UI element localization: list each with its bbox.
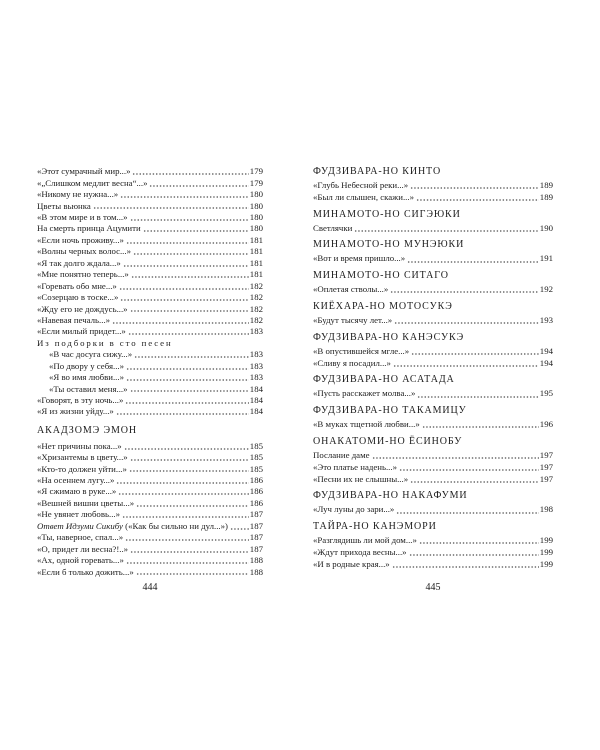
author-heading: КИЁХАРА-НО МОТОСУКЭ xyxy=(313,300,453,312)
toc-entry xyxy=(313,450,553,462)
toc-entry xyxy=(313,223,553,235)
toc-entry xyxy=(37,201,263,212)
dot-leader xyxy=(416,199,539,201)
entry-page-number: 186 xyxy=(249,486,263,497)
dot-leader xyxy=(125,539,249,541)
entry-title: «В этом мире и в том...» xyxy=(37,212,128,223)
entry-page-number: 191 xyxy=(539,253,553,264)
entry-page-number: 194 xyxy=(539,345,553,356)
entry-page-number: 183 xyxy=(249,360,263,371)
entry-page-number: 182 xyxy=(249,280,263,291)
entry-page-number: 185 xyxy=(249,452,263,463)
toc-entry xyxy=(37,441,263,452)
entry-page-number: 183 xyxy=(249,349,263,360)
toc-entry xyxy=(37,509,263,520)
author-section xyxy=(313,403,553,431)
author-section xyxy=(313,207,553,235)
author-section xyxy=(313,372,553,400)
entry-title: «Будут тысячу лет...» xyxy=(313,314,393,325)
entry-title: На смерть принца Ацумити xyxy=(37,223,141,234)
toc-entry xyxy=(313,504,553,516)
entry-page-number: 188 xyxy=(249,555,263,566)
entry-title: «Глубь Небесной реки...» xyxy=(313,180,409,190)
dot-leader xyxy=(392,566,539,568)
dot-leader xyxy=(393,365,539,367)
entry-title: «Жду его не дождусь...» xyxy=(37,303,128,314)
toc-entry xyxy=(37,223,263,234)
author-heading: ФУДЗИВАРА-НО КИНТО xyxy=(313,166,442,177)
toc-entry xyxy=(37,166,263,177)
entry-title: «В час досуга сижу...» xyxy=(49,349,133,360)
toc-entry xyxy=(313,547,553,559)
toc-entry xyxy=(313,559,553,571)
author-section xyxy=(313,519,553,570)
toc-entry xyxy=(37,212,263,223)
toc-entry xyxy=(313,419,553,431)
toc-entry xyxy=(37,235,263,246)
toc-entry xyxy=(313,192,553,204)
dot-leader xyxy=(136,573,249,575)
toc-entry xyxy=(37,464,263,475)
toc-entry xyxy=(313,284,553,296)
entry-title: «Волны черных волос...» xyxy=(37,246,131,257)
entry-page-number: 187 xyxy=(249,509,263,520)
entry-title: «И в родные края...» xyxy=(313,558,390,569)
dot-leader xyxy=(130,219,249,221)
entry-page-number: 190 xyxy=(539,222,553,233)
entry-page-number: 188 xyxy=(249,566,263,577)
toc-entry xyxy=(37,349,263,360)
author-heading: МИНАМОТО-НО СИТАГО xyxy=(313,270,449,282)
subsection-heading: Из подборки в сто песен xyxy=(37,337,173,348)
entry-title: Цветы вьюнка xyxy=(37,200,91,211)
right-page-toc xyxy=(313,164,553,571)
toc-entry xyxy=(313,358,553,370)
entry-title: «Нет причины пока...» xyxy=(37,440,122,451)
right-page-number: 445 xyxy=(425,582,441,593)
entry-title: «Мне понятно теперь...» xyxy=(37,269,129,280)
entry-title: «В муках тщетной любви...» xyxy=(313,419,420,430)
dot-leader xyxy=(136,505,249,507)
entry-title: «Я во имя любви...» xyxy=(49,372,124,383)
author-heading: ТАЙРА-НО КАНЭМОРИ xyxy=(313,521,437,533)
toc-entry xyxy=(313,462,553,474)
entry-title: «На осеннем лугу...» xyxy=(37,475,115,486)
dot-leader xyxy=(410,187,539,189)
entry-title: «Луч луны до зари...» xyxy=(313,504,395,515)
entry-title: «Ах, одной горевать...» xyxy=(37,555,124,566)
entry-page-number: 179 xyxy=(249,166,263,177)
toc-entry xyxy=(37,304,263,315)
entry-title: «Разглядишь ли мой дом...» xyxy=(313,535,417,546)
entry-page-number: 187 xyxy=(249,520,263,531)
author-section xyxy=(313,488,553,516)
dot-leader xyxy=(129,470,249,472)
dot-leader xyxy=(119,288,249,290)
entry-page-number: 180 xyxy=(249,212,263,223)
author-section xyxy=(313,237,553,265)
author-heading: ФУДЗИВАРА-НО АСАТАДА xyxy=(313,374,455,386)
toc-entry xyxy=(37,395,263,406)
entry-title: «Я так долго ждала...» xyxy=(37,257,121,268)
entry-title: «„Слишком медлит весна“...» xyxy=(37,177,148,188)
entry-title: «Сливу я посадил...» xyxy=(313,357,391,368)
entry-page-number: 197 xyxy=(539,461,553,472)
entry-title: «Созерцаю в тоске...» xyxy=(37,292,119,303)
entry-title: «Я сжимаю в руке...» xyxy=(37,486,117,497)
entry-page-number: 182 xyxy=(249,314,263,325)
entry-page-number: 187 xyxy=(249,532,263,543)
toc-entry xyxy=(37,567,263,578)
toc-entry xyxy=(37,521,263,532)
dot-leader xyxy=(130,390,249,392)
entry-page-number: 181 xyxy=(249,257,263,268)
entry-page-number: 189 xyxy=(539,191,553,202)
author-section xyxy=(313,164,553,204)
dot-leader xyxy=(116,482,248,484)
dot-leader xyxy=(126,368,249,370)
author-section xyxy=(313,434,553,485)
dot-leader xyxy=(112,322,249,324)
toc-entry xyxy=(313,315,553,327)
toc-entry xyxy=(313,346,553,358)
entry-title: «Навевая печаль...» xyxy=(37,314,111,325)
author-heading: АКАДЗОМЭ ЭМОН xyxy=(37,424,138,436)
toc-entry xyxy=(37,544,263,555)
toc-entry xyxy=(37,498,263,509)
dot-leader xyxy=(126,379,249,381)
entry-title: «Вот и время пришло...» xyxy=(313,253,406,264)
dot-leader xyxy=(354,230,538,232)
toc-entry xyxy=(37,269,263,280)
entry-page-number: 180 xyxy=(249,200,263,211)
dot-leader xyxy=(411,353,539,355)
entry-page-number: 184 xyxy=(249,383,263,394)
left-page-number: 444 xyxy=(142,582,158,593)
entry-page-number: 181 xyxy=(249,246,263,257)
entry-title: «Ты, наверное, спал...» xyxy=(37,532,124,543)
entry-page-number: 184 xyxy=(249,406,263,417)
entry-page-number: 184 xyxy=(249,395,263,406)
entry-page-number: 199 xyxy=(539,535,553,546)
dot-leader xyxy=(149,185,248,187)
entry-page-number: 182 xyxy=(249,303,263,314)
dot-leader xyxy=(126,242,249,244)
dot-leader xyxy=(230,528,249,530)
toc-entry xyxy=(37,315,263,326)
entry-page-number: 192 xyxy=(539,284,553,295)
dot-leader xyxy=(126,562,249,564)
entry-page-number: 181 xyxy=(249,234,263,245)
dot-leader xyxy=(125,402,248,404)
entry-title: Послание даме xyxy=(313,449,370,460)
toc-entry xyxy=(37,555,263,566)
toc-entry xyxy=(37,384,263,395)
dot-leader xyxy=(122,516,249,518)
dot-leader xyxy=(396,512,538,514)
entry-title: «Если б только дожить...» xyxy=(37,566,134,577)
entry-page-number: 199 xyxy=(539,558,553,569)
entry-page-number: 193 xyxy=(539,314,553,325)
dot-leader xyxy=(130,459,249,461)
entry-title: «Пусть расскажет молва...» xyxy=(313,388,416,399)
entry-title: «Не увянет любовь...» xyxy=(37,509,120,520)
entry-page-number: 181 xyxy=(249,269,263,280)
entry-page-number: 187 xyxy=(249,543,263,554)
entry-title: «Вешней вишни цветы...» xyxy=(37,497,135,508)
entry-title: «Если милый придет...» xyxy=(37,326,126,337)
dot-leader xyxy=(409,554,539,556)
dot-leader xyxy=(130,551,249,553)
author-heading: МИНАМОТО-НО СИГЭЮКИ xyxy=(313,208,461,220)
dot-leader xyxy=(124,448,249,450)
entry-title: «Оплетая стволы...» xyxy=(313,284,389,295)
entry-title: «Говорят, в эту ночь...» xyxy=(37,395,124,406)
entry-page-number: 180 xyxy=(249,189,263,200)
entry-title xyxy=(37,521,228,532)
entry-title: «Кто-то должен уйти...» xyxy=(37,463,127,474)
entry-page-number: 197 xyxy=(539,449,553,460)
dot-leader xyxy=(390,291,539,293)
entry-page-number: 196 xyxy=(539,419,553,430)
entry-page-number: 186 xyxy=(249,475,263,486)
dot-leader xyxy=(116,413,249,415)
author-section xyxy=(313,299,553,327)
dot-leader xyxy=(131,276,249,278)
author-heading: МИНАМОТО-НО МУНЭЮКИ xyxy=(313,239,465,251)
entry-title: «По двору у себя...» xyxy=(49,360,125,371)
entry-title: «Ждут прихода весны...» xyxy=(313,546,407,557)
dot-leader xyxy=(422,426,539,428)
entry-page-number: 199 xyxy=(539,546,553,557)
entry-page-number: 194 xyxy=(539,357,553,368)
entry-title: «В опустившейся мгле...» xyxy=(313,345,410,356)
toc-entry xyxy=(313,535,553,547)
dot-leader xyxy=(419,542,539,544)
dot-leader xyxy=(130,310,249,312)
toc-entry xyxy=(313,474,553,486)
entry-title: «О, придет ли весна?!..» xyxy=(37,543,129,554)
dot-leader xyxy=(128,333,249,335)
toc-entry xyxy=(313,253,553,265)
toc-entry xyxy=(37,452,263,463)
entry-title-italic: Ответ Идзуми Сикибу xyxy=(37,520,123,531)
toc-entry xyxy=(37,532,263,543)
dot-leader xyxy=(417,396,538,398)
entry-title: «Песни их не слышны...» xyxy=(313,473,409,484)
entry-page-number: 183 xyxy=(249,326,263,337)
entry-title: «Горевать обо мне...» xyxy=(37,280,117,291)
toc-entry xyxy=(37,178,263,189)
author-section xyxy=(313,330,553,370)
toc-entry xyxy=(37,189,263,200)
toc-entry xyxy=(37,475,263,486)
entry-title: «Это платье надень...» xyxy=(313,461,397,472)
toc-entry xyxy=(37,361,263,372)
entry-page-number: 186 xyxy=(249,497,263,508)
toc-entry xyxy=(37,372,263,383)
entry-page-number: 185 xyxy=(249,463,263,474)
toc-entry xyxy=(37,246,263,257)
author-heading: ФУДЗИВАРА-НО НАКАФУМИ xyxy=(313,490,468,502)
toc-entry xyxy=(313,388,553,400)
dot-leader xyxy=(399,469,539,471)
entry-title-rest: («Как бы сильно ни дул...») xyxy=(125,520,228,531)
dot-leader xyxy=(123,265,249,267)
toc-entry xyxy=(37,406,263,417)
entry-page-number: 195 xyxy=(539,388,553,399)
entry-page-number: 185 xyxy=(249,440,263,451)
entry-title: Светлячки xyxy=(313,222,353,233)
dot-leader xyxy=(394,322,539,324)
dot-leader xyxy=(372,457,539,459)
author-heading: ОНАКАТОМИ-НО ЁСИНОБУ xyxy=(313,435,463,447)
dot-leader xyxy=(407,261,539,263)
entry-title: «Был ли слышен, скажи...» xyxy=(313,191,414,202)
toc-entry xyxy=(37,281,263,292)
author-heading: ФУДЗИВАРА-НО ТАКАМИЦУ xyxy=(313,405,467,417)
author-heading: ФУДЗИВАРА-НО КАНЭСУКЭ xyxy=(313,331,465,343)
entry-page-number: 189 xyxy=(539,180,553,190)
dot-leader xyxy=(132,173,248,175)
dot-leader xyxy=(120,299,248,301)
entry-page-number: 180 xyxy=(249,223,263,234)
entry-title: «Хризантемы в цвету...» xyxy=(37,452,128,463)
dot-leader xyxy=(133,253,249,255)
dot-leader xyxy=(143,230,249,232)
dot-leader xyxy=(134,356,249,358)
entry-page-number: 179 xyxy=(249,177,263,188)
toc-entry xyxy=(37,486,263,497)
entry-page-number: 182 xyxy=(249,292,263,303)
dot-leader xyxy=(93,207,249,209)
entry-title: «Я из жизни уйду...» xyxy=(37,406,114,417)
toc-entry xyxy=(37,258,263,269)
entry-page-number: 198 xyxy=(539,504,553,515)
dot-leader xyxy=(410,481,539,483)
entry-title: «Этот сумрачный мир...» xyxy=(37,166,131,177)
toc-entry xyxy=(37,326,263,337)
entry-page-number: 183 xyxy=(249,372,263,383)
toc-entry xyxy=(313,180,553,192)
entry-page-number: 197 xyxy=(539,473,553,484)
dot-leader xyxy=(120,196,249,198)
toc-entry xyxy=(37,292,263,303)
dot-leader xyxy=(118,493,248,495)
entry-title: «Никому не нужна...» xyxy=(37,189,119,200)
left-page-toc xyxy=(37,166,263,578)
entry-title: «Ты оставил меня...» xyxy=(49,383,128,394)
entry-title: «Если ночь проживу...» xyxy=(37,234,124,245)
author-section xyxy=(313,268,553,296)
